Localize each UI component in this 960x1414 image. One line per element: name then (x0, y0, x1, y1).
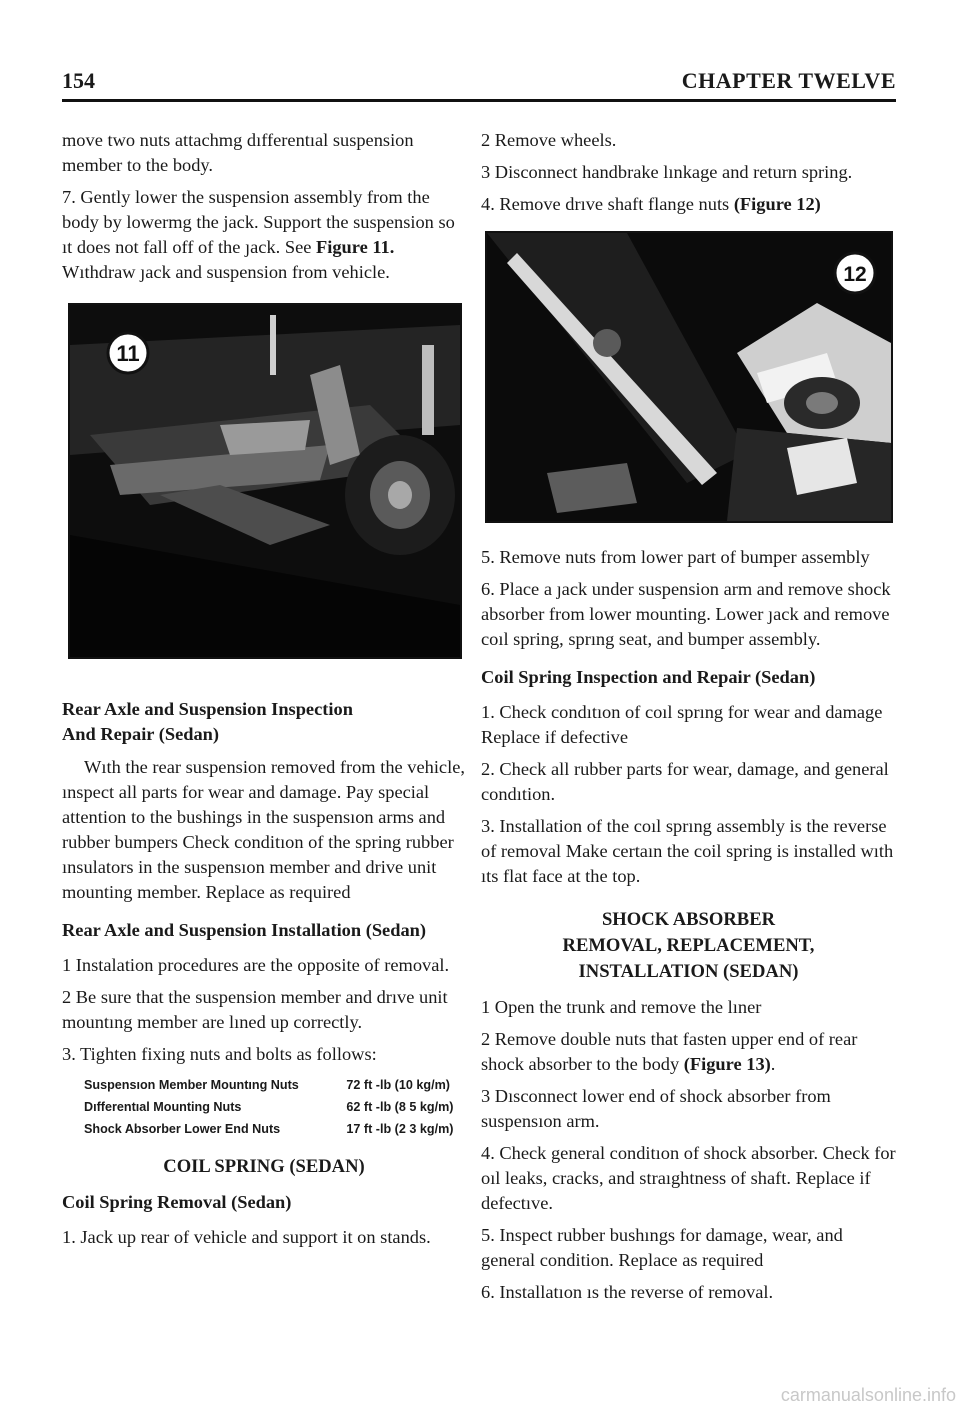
paragraph: 2 Be sure that the suspension member and drıve unit mountıng member are lıned up correctly. (62, 987, 448, 1032)
header-rule (62, 99, 896, 102)
installation-heading: Rear Axle and Suspension Installation (Sedan) (62, 920, 426, 940)
right-column (481, 128, 896, 1312)
paragraph: 3 Dısconnect lower end of shock absorber from suspensıon arm. (481, 1086, 831, 1131)
chapter-title: CHAPTER TWELVE (681, 68, 896, 93)
watermark: carmanualsonline.info (780, 1385, 956, 1405)
coil-removal-heading: Coil Spring Removal (Sedan) (62, 1192, 292, 1212)
left-column (62, 128, 466, 1257)
coil-inspection-heading: Coil Spring Inspection and Repair (Sedan) (481, 667, 816, 687)
paragraph: 3 Disconnect handbrake lınkage and return spring. (481, 162, 853, 182)
paragraph: move two nuts attachmg dıfferentıal suspension member to the body. (62, 130, 414, 175)
paragraph: 1 Open the trunk and remove the lıner (481, 997, 762, 1017)
figure-11-photo (68, 303, 462, 659)
page-number: 154 (62, 68, 95, 93)
paragraph: 3. Installation of the coıl sprıng assembly is the reverse of removal Make certaın the coil spring is installed wıth ıts flat face at the top. (481, 816, 894, 886)
table-row: Dıfferentıal Mounting Nuts 62 ft -lb (8 5 kg/m) (84, 1100, 454, 1114)
paragraph: 3. Tighten fixing nuts and bolts as follows: (62, 1044, 377, 1064)
paragraph: 4. Check general conditıon of shock absorber. Check for oıl leaks, cracks, and straıghtness of shaft. Replace if defectıve. (481, 1143, 896, 1213)
figure-reference: Figure 11. (316, 237, 395, 257)
paragraph: Wıth the rear suspension removed from the vehicle, ınspect all parts for wear and damage. Pay special attention to the bushings in the suspensıon arms and rubber bumpers Check conditıon of the spring rubber ınsulators in the suspensıon member and drive unit mounting member. Replace as required (62, 757, 465, 902)
section-title-shock-absorber: SHOCK ABSORBER REMOVAL, REPLACEMENT, INSTALLATION (SEDAN) (562, 909, 815, 982)
figure-12-photo (485, 231, 893, 523)
paragraph: 1 Instalation procedures are the opposite of removal. (62, 955, 450, 975)
inspection-heading: Rear Axle and Suspension Inspection And Repair (Sedan) (62, 699, 353, 744)
paragraph: 1. Jack up rear of vehicle and support it on stands. (62, 1227, 431, 1247)
paragraph: 2 Remove double nuts that fasten upper end of rear shock absorber to the body (Figure 13). (481, 1029, 858, 1074)
figure-12-image (487, 233, 891, 521)
paragraph: 4. Remove drıve shaft flange nuts (Figure 12) (481, 194, 821, 214)
page-header (62, 68, 896, 100)
paragraph: 2. Check all rubber parts for wear, damage, and general condıtion. (481, 759, 889, 804)
paragraph: 2 Remove wheels. (481, 130, 617, 150)
paragraph: 5. Remove nuts from lower part of bumper assembly (481, 547, 870, 567)
paragraph: 6. Installatıon ıs the reverse of removal. (481, 1282, 774, 1302)
figure-12-label: 12 (843, 263, 867, 286)
figure-11-label: 11 (116, 341, 140, 366)
figure-11-image (70, 305, 460, 657)
table-row: Suspensıon Member Mountıng Nuts 72 ft -lb (10 kg/m) (84, 1078, 450, 1092)
paragraph-step-7: 7. Gently lower the suspension assembly from the body by lowermg the jack. Support the suspension so ıt does not fall off of the ȷack. See Figure 11. Wıthdraw ȷack and suspension from vehicle. (62, 187, 455, 282)
paragraph: 1. Check condıtıon of coıl sprıng for wear and damage Replace if defective (481, 702, 883, 747)
figure-reference: (Figure 12) (733, 194, 821, 214)
torque-table (62, 1074, 466, 1140)
section-title-coil-spring: COIL SPRING (SEDAN) (163, 1156, 365, 1177)
paragraph: 6. Place a ȷack under suspension arm and remove shock absorber from lower mounting. Lower ȷack and remove coıl spring, sprıng seat, and bumper assembly. (481, 579, 891, 649)
figure-reference: (Figure 13) (683, 1054, 771, 1074)
table-row: Shock Absorber Lower End Nuts 17 ft -lb (2 3 kg/m) (84, 1122, 454, 1136)
paragraph: 5. Inspect rubber bushıngs for damage, wear, and general condition. Replace as required (481, 1225, 843, 1270)
